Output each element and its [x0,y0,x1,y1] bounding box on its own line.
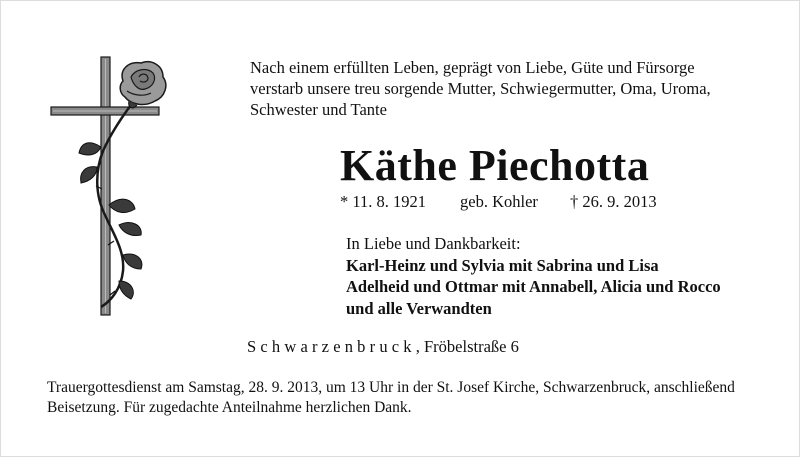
service-notice [47,378,787,418]
service-line: Trauergottesdienst am Samstag, 28. 9. 2013, um 13 Uhr in der St. Josef Kirche, Schwarzenbruck, anschließend [47,379,735,396]
intro-line: verstarb unsere treu sorgende Mutter, Schwiegermutter, Oma, Uroma, [250,79,711,98]
address [247,337,519,357]
intro-text [250,57,770,120]
address-street: , Fröbelstraße 6 [415,337,519,356]
mourners-line: und alle Verwandten [346,298,492,318]
cross-with-rose-icon [45,55,180,320]
mourners-line: Adelheid und Ottmar mit Annabell, Alicia und Rocco [346,277,721,296]
death-date: † 26. 9. 2013 [570,192,657,211]
intro-line: Nach einem erfüllten Leben, geprägt von Liebe, Güte und Fürsorge [250,58,695,77]
maiden-name: geb. Kohler [460,192,538,211]
intro-line: Schwester und Tante [250,100,387,119]
address-town: Schwarzenbruck [247,337,416,356]
mourners-line: Karl-Heinz und Sylvia mit Sabrina und Lisa [346,255,659,275]
mourners-block [346,233,721,319]
service-line: Beisetzung. Für zugedachte Anteilnahme herzlichen Dank. [47,399,412,416]
mourners-heading: In Liebe und Dankbarkeit: [346,234,521,253]
birth-date: * 11. 8. 1921 [340,192,427,211]
deceased-name: Käthe Piechotta [340,141,650,190]
